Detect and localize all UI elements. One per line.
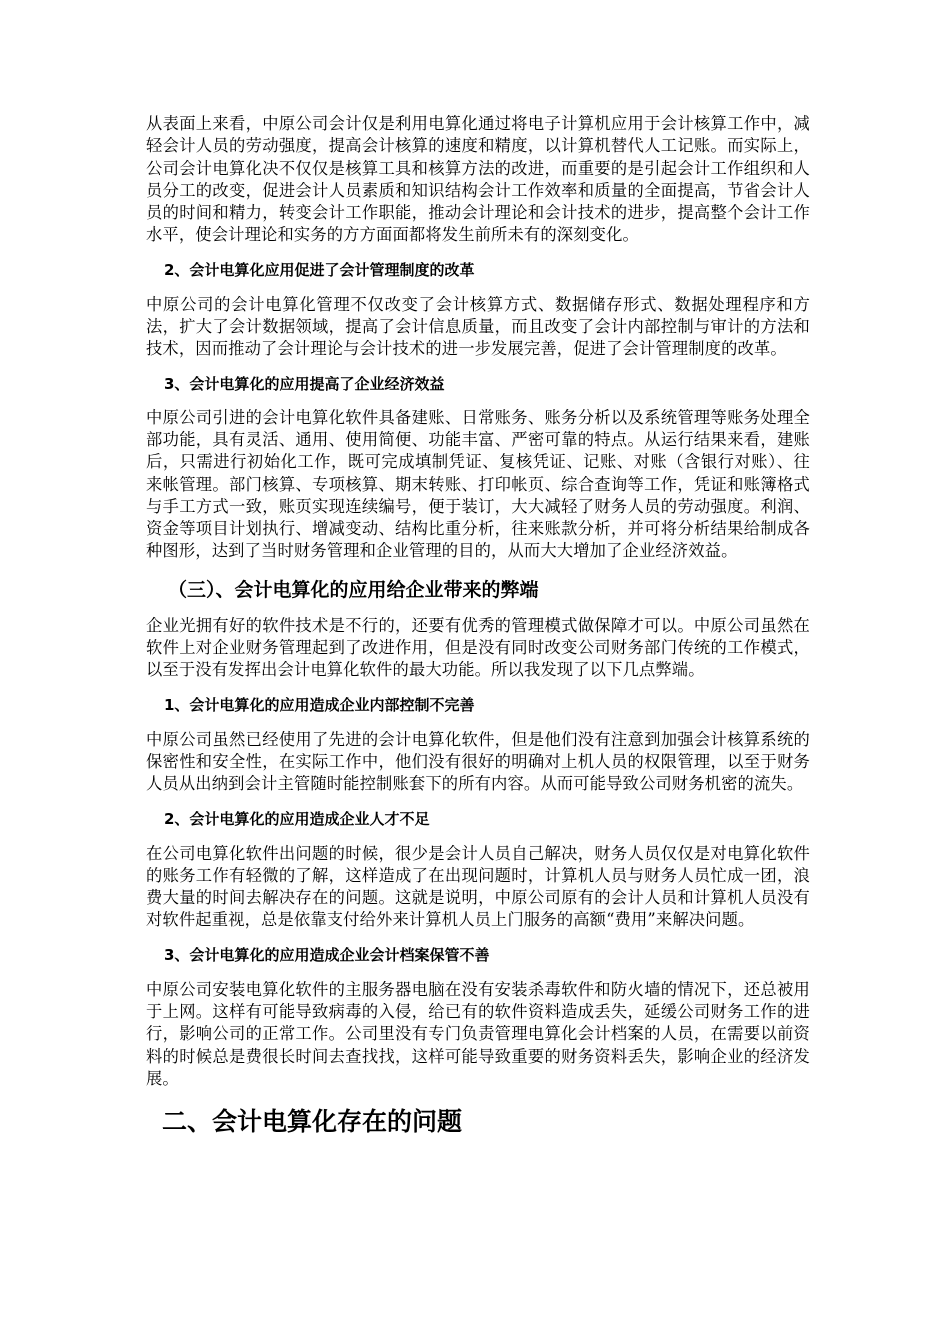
- subheading-talent-shortage: 2、会计电算化的应用造成企业人才不足: [164, 809, 430, 828]
- paragraph-archive-management: 中原公司安装电算化软件的主服务器电脑在没有安装杀毒软件和防火墙的情况下，还总被用于上网。这样有可能导致病毒的入侵，给已有的软件资料造成丢失，延缓公司财务工作的进行，影响公司的正常工作。公司里没有专门负责管理电算化会计档案的人员，在需要以前资料的时候总是费很长时间去查找找，这样可能导致重要的财务资料丢失，影响企业的经济发展。: [146, 979, 810, 1088]
- paragraph-intro-effects: 从表面上来看，中原公司会计仅是利用电算化通过将电子计算机应用于会计核算工作中，减轻会计人员的劳动强度，提高会计核算的速度和精度，以计算机替代人工记账。而实际上，公司会计电算化决不仅仅是核算工具和核算方法的改进，而重要的是引起会计工作组织和人员分工的改变，促进会计人员素质和知识结构会计工作效率和质量的全面提高，节省会计人员的时间和精力，转变会计工作职能，推动会计理论和会计技术的进步，提高整个会计工作水平，使会计理论和实务的方方面面都将发生前所未有的深刻变化。: [146, 114, 810, 245]
- paragraph-management-reform: 中原公司的会计电算化管理不仅改变了会计核算方式、数据储存形式、数据处理程序和方法，扩大了会计数据领域，提高了会计信息质量，而且改变了会计内部控制与审计的方法和技术，因而推动了会计理论与会计技术的进一步发展完善，促进了会计管理制度的改革。: [146, 294, 810, 359]
- document-page: [146, 113, 810, 1138]
- section-heading-drawbacks: （三）、会计电算化的应用给企业带来的弊端: [168, 578, 539, 601]
- chapter-heading-problems: 二、会计电算化存在的问题: [162, 1107, 463, 1137]
- paragraph-internal-control: 中原公司虽然已经使用了先进的会计电算化软件，但是他们没有注意到加强会计核算系统的保密性和安全性，在实际工作中，他们没有很好的明确对上机人员的权限管理，以至于财务人员从出纳到会计主管随时能控制账套下的所有内容。从而可能导致公司财务机密的流失。: [146, 729, 810, 794]
- paragraph-talent-shortage: 在公司电算化软件出问题的时候，很少是会计人员自己解决，财务人员仅仅是对电算化软件的账务工作有轻微的了解，这样造成了在出现问题时，计算机人员与财务人员忙成一团，浪费大量的时间去解决存在的问题。这就是说明，中原公司原有的会计人员和计算机人员没有对软件起重视，总是依靠支付给外来计算机人员上门服务的高额“费用”来解决问题。: [146, 843, 810, 930]
- subheading-archive-management: 3、会计电算化的应用造成企业会计档案保管不善: [164, 945, 490, 964]
- subheading-internal-control: 1、会计电算化的应用造成企业内部控制不完善: [164, 695, 475, 714]
- subheading-economic-benefit: 3、会计电算化的应用提高了企业经济效益: [164, 374, 445, 393]
- subheading-management-reform: 2、会计电算化应用促进了会计管理制度的改革: [164, 260, 475, 279]
- paragraph-economic-benefit: 中原公司引进的会计电算化软件具备建账、日常账务、账务分析以及系统管理等账务处理全部功能，具有灵活、通用、使用简便、功能丰富、严密可靠的特点。从运行结果来看，建账后，只需进行初始化工作，既可完成填制凭证、复核凭证、记账、对账（含银行对账）、往来帐管理。部门核算、专项核算、期末转账、打印帐页、综合查询等工作，凭证和账簿格式与手工方式一致，账页实现连续编号，便于装订，大大减轻了财务人员的劳动强度。利润、资金等项目计划执行、增减变动、结构比重分析，往来账款分析，并可将分析结果给制成各种图形，达到了当时财务管理和企业管理的目的，从而大大增加了企业经济效益。: [146, 407, 810, 561]
- paragraph-drawbacks-intro: 企业光拥有好的软件技术是不行的，还要有优秀的管理模式做保障才可以。中原公司虽然在软件上对企业财务管理起到了改进作用，但是没有同时改变公司财务部门传统的工作模式，以至于没有发挥出会计电算化软件的最大功能。所以我发现了以下几点弊端。: [146, 615, 810, 680]
